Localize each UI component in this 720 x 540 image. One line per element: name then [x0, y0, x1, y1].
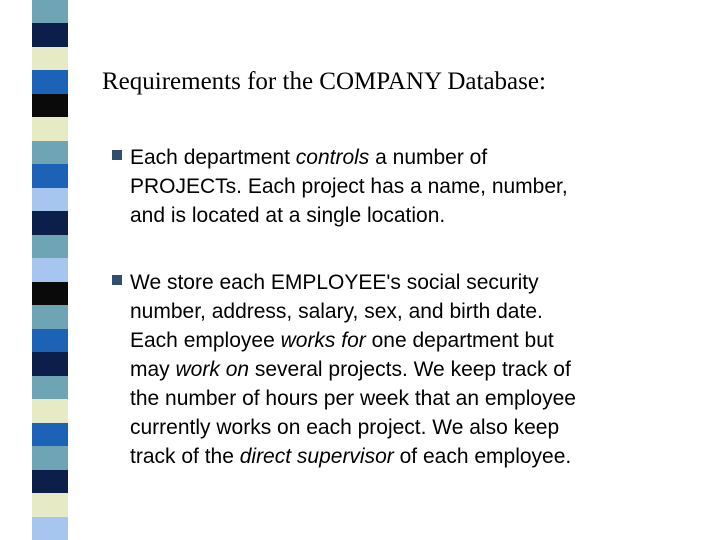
stripe-block: [32, 376, 68, 400]
stripe-block: [32, 23, 68, 47]
stripe-block: [32, 188, 68, 212]
stripe-block: [32, 493, 68, 517]
bullet-text: [130, 143, 568, 230]
text-run: several projects. We keep track of: [249, 358, 571, 381]
stripe-block: [32, 70, 68, 94]
stripe-block: [32, 282, 68, 306]
stripe-block: [32, 352, 68, 376]
text-run: Each employee: [130, 329, 281, 352]
text-line: [130, 143, 568, 172]
stripe-block: [32, 305, 68, 329]
text-line: [130, 201, 568, 230]
stripe-block: [32, 329, 68, 353]
stripe-block: [32, 446, 68, 470]
stripe-block: [32, 423, 68, 447]
text-run: number, address, salary, sex, and birth date.: [130, 300, 543, 323]
text-line: [130, 384, 576, 413]
emphasis-text: controls: [295, 146, 370, 169]
text-run: and is located at a single location.: [130, 204, 446, 227]
text-run: Each department: [130, 146, 296, 169]
text-run: of each employee.: [393, 445, 572, 468]
stripe-block: [32, 470, 68, 494]
text-line: [130, 442, 576, 471]
text-line: [130, 413, 576, 442]
emphasis-text: works for: [280, 329, 366, 352]
text-run: track of the: [130, 445, 240, 468]
text-line: [130, 172, 568, 201]
stripe-block: [32, 211, 68, 235]
bullet-square-icon: [112, 150, 122, 160]
text-run: currently works on each project. We also keep: [130, 416, 560, 439]
text-line: [130, 326, 576, 355]
text-line: [130, 297, 576, 326]
bullet-square-icon: [112, 275, 122, 285]
stripe-block: [32, 141, 68, 165]
stripe-block: [32, 0, 68, 24]
text-run: a number of: [369, 146, 488, 169]
stripe-block: [32, 117, 68, 141]
emphasis-text: direct supervisor: [239, 445, 394, 468]
text-line: [130, 268, 576, 297]
stripe-block: [32, 47, 68, 71]
text-run: one department but: [365, 329, 554, 352]
stripe-block: [32, 258, 68, 282]
bullet-text: [130, 268, 576, 471]
stripe-block: [32, 235, 68, 259]
decorative-stripe: [32, 0, 68, 540]
text-line: [130, 355, 576, 384]
text-run: We store each EMPLOYEE's social security: [130, 271, 539, 294]
text-run: PROJECTs. Each project has a name, number,: [130, 175, 568, 198]
text-run: may: [130, 358, 176, 381]
slide-title: Requirements for the COMPANY Database:: [102, 68, 546, 95]
stripe-block: [32, 164, 68, 188]
text-run: the number of hours per week that an employee: [130, 387, 576, 410]
stripe-block: [32, 94, 68, 118]
emphasis-text: work on: [175, 358, 250, 381]
stripe-block: [32, 399, 68, 423]
stripe-block: [32, 517, 68, 540]
